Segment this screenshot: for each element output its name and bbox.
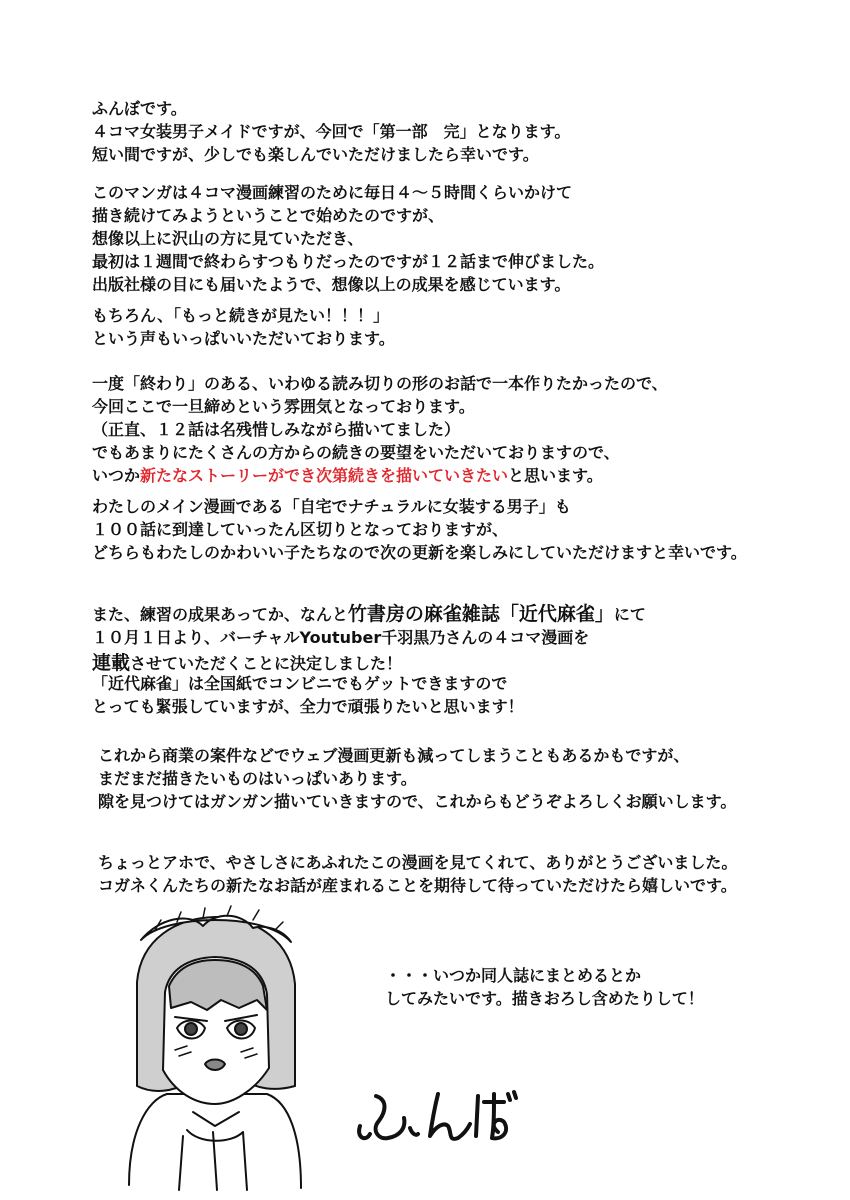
text-span: また、練習の成果あってか、なんと [92,605,348,624]
text-line: とっても緊張していますが、全力で頑張りたいと思います！ [92,697,524,716]
text-line: という声もいっぱいいただいております。 [92,329,395,348]
text-line: 隙を見つけてはガンガン描いていきますので、これからもどうぞよろしくお願いします。 [98,792,737,811]
text-line: このマンガは４コマ漫画練習のために毎日４〜５時間くらいかけて [92,183,573,202]
text-line: してみたいです。描きおろし含めたりして！ [385,989,704,1008]
text-line: 出版社様の目にも届いたようで、想像以上の成果を感じています。 [92,275,571,294]
text-line [92,466,603,486]
emphasized-text: 竹書房の麻雀雑誌「近代麻雀」 [347,603,614,625]
text-line: コガネくんたちの新たなお話が産まれることを期待して待っていただけたら嬉しいです。 [98,876,737,895]
text-line: ちょっとアホで、やさしさにあふれたこの漫画を見てくれて、ありがとうございました。 [98,853,738,872]
text-span: させていただくことに決定しました！ [130,654,403,673]
text-line: 「近代麻雀」は全国紙でコンビニでもゲットできますので [92,674,508,693]
text-span: にて [613,605,646,624]
text-line: 最初は１週間で終わらすつもりだったのですが１２話まで伸びました。 [92,252,605,271]
text-line: 描き続けてみようということで始めたのですが、 [92,206,445,225]
text-line [92,653,402,674]
text-line: ４コマ女装男子メイドですが、今回で「第一部 完」となります。 [92,122,571,141]
maid-character-illustration [95,900,340,1195]
text-line: １０月１日より、バーチャルYoutuber千羽黒乃さんの４コマ漫画を [92,628,590,647]
highlighted-text: 新たなストーリーができ次第続きを描いていきたい [140,466,509,485]
text-line: ふんぼです。 [92,99,187,118]
text-line: 一度「終わり」のある、いわゆる読み切りの形のお話で一本作りたかったので、 [92,374,668,393]
text-line: まだまだ描きたいものはいっぱいあります。 [98,769,417,788]
text-line: １００話に到達していったん区切りとなっておりますが、 [92,520,509,539]
signature-drawing [352,1088,522,1152]
text-line: 今回ここで一旦締めという雰囲気となっております。 [92,397,475,416]
text-span: いつか [92,466,141,485]
text-line: もちろん、「もっと続きが見たい！！！」 [92,306,389,325]
text-line [92,604,646,625]
text-span: と思います。 [508,466,603,485]
text-line: ・・・いつか同人誌にまとめるとか [385,966,642,985]
text-line: わたしのメイン漫画である「自宅でナチュラルに女装する男子」も [92,497,571,516]
text-line: でもあまりにたくさんの方からの続きの要望をいただいておりますので、 [92,443,620,462]
text-line: 短い間ですが、少しでも楽しんでいただけましたら幸いです。 [92,145,539,164]
emphasized-text: 連載 [92,652,131,674]
text-line: （正直、１２話は名残惜しみながら描いてました） [92,420,461,439]
text-line: どちらもわたしのかわいい子たちなので次の更新を楽しみにしていただけますと幸いです。 [92,543,747,562]
text-line: これから商業の案件などでウェブ漫画更新も減ってしまうこともあるかもですが、 [98,746,690,765]
text-line: 想像以上に沢山の方に見ていただき、 [92,229,364,248]
